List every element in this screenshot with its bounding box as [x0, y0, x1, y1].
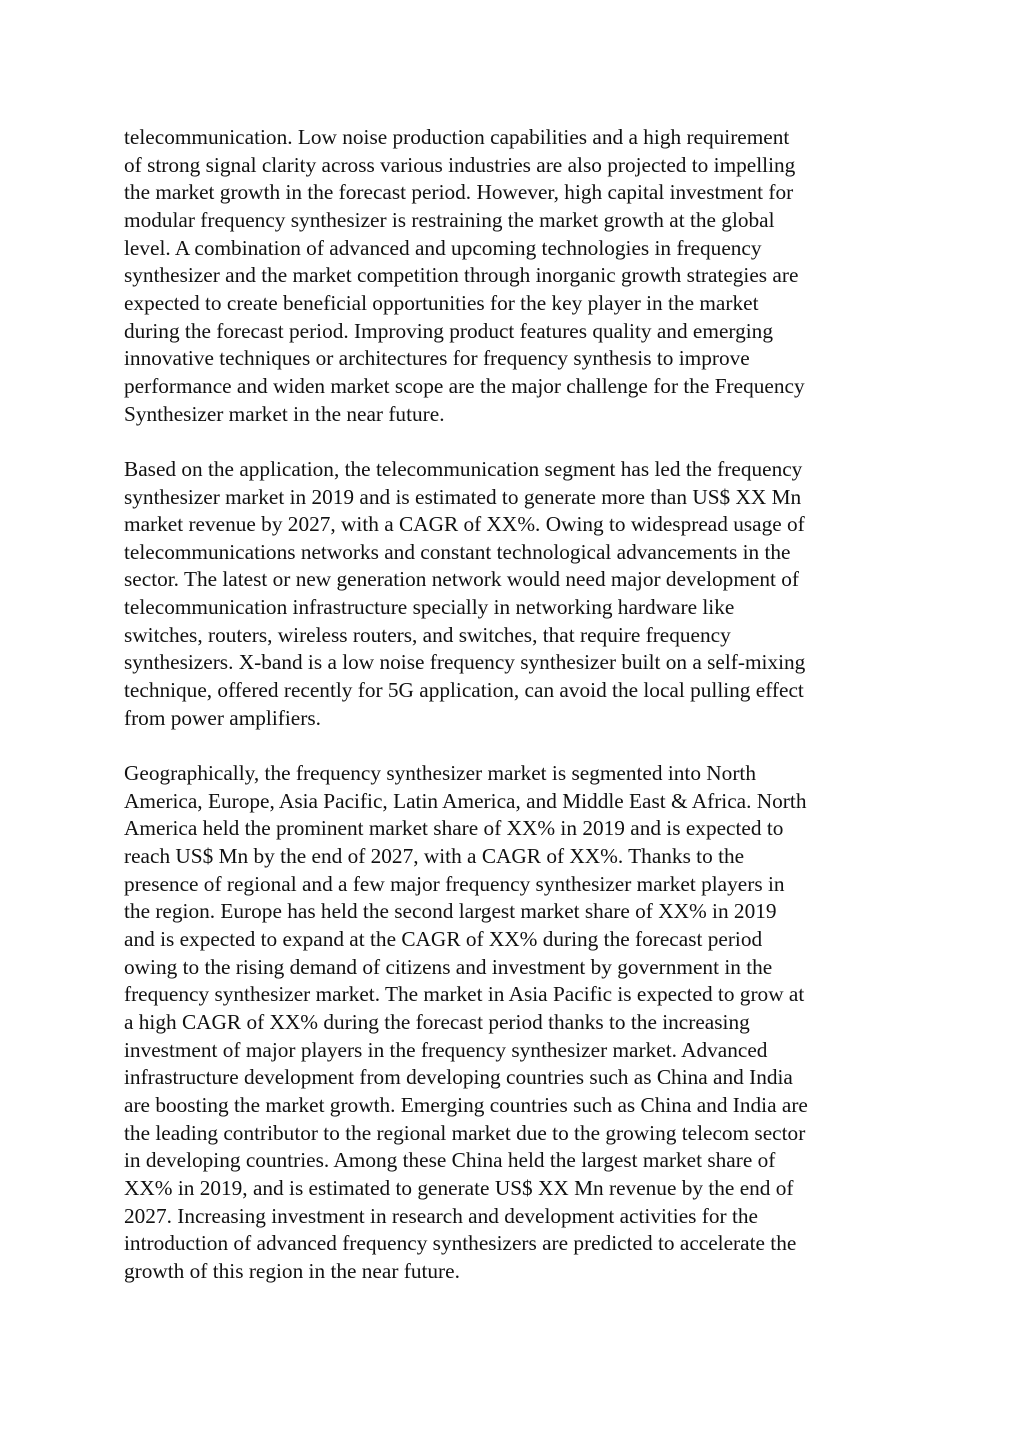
text-line: telecommunications networks and constant technological advancements in the	[124, 539, 791, 564]
paragraph-application-segment	[124, 456, 900, 733]
text-line: market revenue by 2027, with a CAGR of XX%. Owing to widespread usage of	[124, 512, 805, 537]
text-line: owing to the rising demand of citizens and investment by government in the	[124, 954, 773, 979]
text-line: technique, offered recently for 5G application, can avoid the local pulling effect	[124, 678, 804, 703]
text-line: switches, routers, wireless routers, and switches, that require frequency	[124, 622, 731, 647]
text-line: performance and widen market scope are the major challenge for the Frequency	[124, 373, 805, 398]
text-line: from power amplifiers.	[124, 705, 321, 730]
text-line: Geographically, the frequency synthesizer market is segmented into North	[124, 761, 756, 786]
text-line: sector. The latest or new generation network would need major development of	[124, 567, 799, 592]
text-line: level. A combination of advanced and upcoming technologies in frequency	[124, 235, 762, 260]
text-line: in developing countries. Among these China held the largest market share of	[124, 1148, 776, 1173]
text-line: the market growth in the forecast period. However, high capital investment for	[124, 180, 794, 205]
text-line: are boosting the market growth. Emerging countries such as China and India are	[124, 1092, 808, 1117]
text-line: growth of this region in the near future.	[124, 1258, 460, 1283]
text-line: introduction of advanced frequency synthesizers are predicted to accelerate the	[124, 1231, 797, 1256]
text-line: the leading contributor to the regional market due to the growing telecom sector	[124, 1120, 806, 1145]
document-body	[124, 124, 900, 1313]
text-line: innovative techniques or architectures for frequency synthesis to improve	[124, 346, 750, 371]
text-line: Based on the application, the telecommunication segment has led the frequency	[124, 456, 803, 481]
text-line: synthesizer and the market competition through inorganic growth strategies are	[124, 263, 799, 288]
text-line: of strong signal clarity across various industries are also projected to impelling	[124, 152, 796, 177]
text-line: 2027. Increasing investment in research and development activities for the	[124, 1203, 758, 1228]
text-line: synthesizers. X-band is a low noise frequency synthesizer built on a self-mixing	[124, 650, 806, 675]
text-line: a high CAGR of XX% during the forecast period thanks to the increasing	[124, 1009, 750, 1034]
text-line: and is expected to expand at the CAGR of XX% during the forecast period	[124, 927, 763, 951]
text-line: XX% in 2019, and is estimated to generate US$ XX Mn revenue by the end of	[124, 1175, 794, 1200]
text-line: during the forecast period. Improving product features quality and emerging	[124, 318, 773, 343]
text-line: Synthesizer market in the near future.	[124, 401, 445, 426]
text-line: telecommunication. Low noise production capabilities and a high requirement	[124, 125, 790, 149]
text-line: infrastructure development from developing countries such as China and India	[124, 1065, 793, 1090]
text-line: America, Europe, Asia Pacific, Latin America, and Middle East & Africa. North	[124, 788, 807, 813]
text-line: frequency synthesizer market. The market in Asia Pacific is expected to grow at	[124, 982, 805, 1007]
text-line: reach US$ Mn by the end of 2027, with a CAGR of XX%. Thanks to the	[124, 844, 745, 869]
text-line: investment of major players in the frequency synthesizer market. Advanced	[124, 1037, 768, 1062]
text-line: expected to create beneficial opportunities for the key player in the market	[124, 290, 759, 315]
text-line: America held the prominent market share of XX% in 2019 and is expected to	[124, 816, 784, 841]
text-line: presence of regional and a few major frequency synthesizer market players in	[124, 871, 785, 896]
text-line: modular frequency synthesizer is restraining the market growth at the global	[124, 207, 775, 232]
text-line: telecommunication infrastructure specially in networking hardware like	[124, 595, 735, 620]
paragraph-drivers-and-challenges	[124, 124, 900, 428]
paragraph-geographic-segment	[124, 760, 900, 1285]
text-line: synthesizer market in 2019 and is estimated to generate more than US$ XX Mn	[124, 484, 802, 509]
text-line: the region. Europe has held the second largest market share of XX% in 2019	[124, 899, 777, 924]
